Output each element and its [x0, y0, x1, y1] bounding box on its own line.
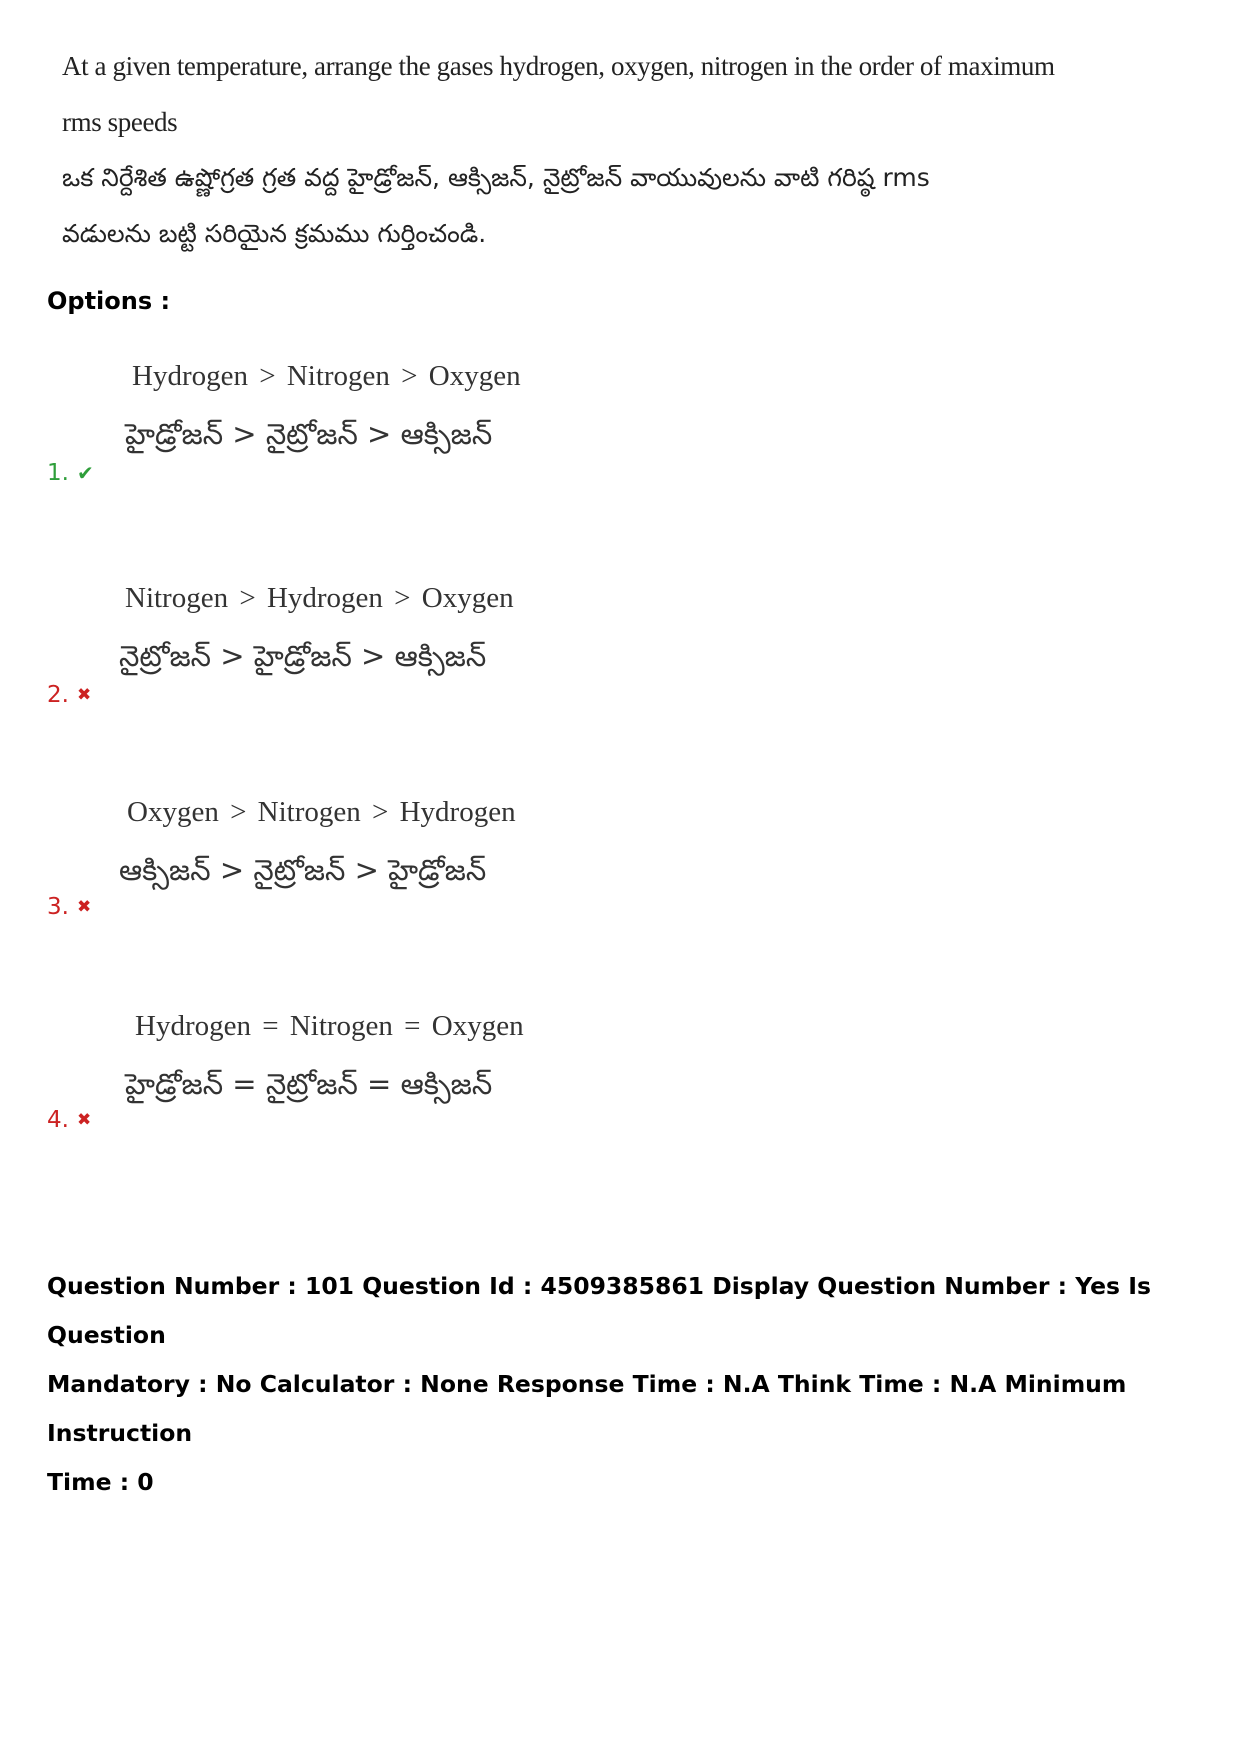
cross-icon: ✖ — [76, 897, 92, 917]
option-2 — [47, 572, 747, 708]
option-1-number-label: 1. — [47, 460, 69, 486]
option-2-number — [47, 682, 91, 708]
option-1-number — [47, 460, 94, 486]
question-english-line-1: At a given temperature, arrange the gases hydrogen, oxygen, nitrogen in the order of maximum — [62, 51, 1055, 81]
option-2-number-label: 2. — [47, 682, 69, 708]
option-4 — [47, 1000, 747, 1133]
option-3-number-label: 3. — [47, 894, 69, 920]
option-3-telugu: ఆక్సిజన్ > నైట్రోజన్ > హైడ్రోజన్ — [119, 853, 487, 887]
option-3-english: Oxygen > Nitrogen > Hydrogen — [127, 796, 516, 828]
metadata-line-2: Mandatory : No Calculator : None Response Time : N.A Think Time : N.A Minimum Instruction — [47, 1370, 1127, 1447]
option-4-telugu: హైడ్రోజన్ = నైట్రోజన్ = ఆక్సిజన్ — [125, 1067, 493, 1101]
cross-icon: ✖ — [76, 685, 92, 705]
option-4-english: Hydrogen = Nitrogen = Oxygen — [135, 1010, 524, 1042]
options-label: Options : — [47, 287, 171, 315]
cross-icon: ✖ — [76, 1110, 92, 1130]
question-metadata — [47, 1262, 1207, 1507]
check-icon: ✔ — [76, 461, 94, 485]
option-4-number-label: 4. — [47, 1107, 69, 1133]
option-3-number — [47, 894, 91, 920]
option-1-telugu: హైడ్రోజన్ > నైట్రోజన్ > ఆక్సిజన్ — [125, 417, 493, 451]
metadata-line-3: Time : 0 — [47, 1468, 154, 1496]
option-1-english: Hydrogen > Nitrogen > Oxygen — [132, 360, 521, 392]
metadata-line-1: Question Number : 101 Question Id : 4509385861 Display Question Number : Yes Is Question — [47, 1272, 1151, 1349]
option-1 — [47, 350, 747, 486]
option-2-telugu: నైట్రోజన్ > హైడ్రోజన్ > ఆక్సిజన్ — [119, 639, 487, 673]
question-telugu-line-1: ఒక నిర్దేశిత ఉష్ణోగ్రత గ్రత వద్ద హైడ్రోజన్, ఆక్సిజన్, నైట్రోజన్ వాయువులను వాటి గరిష్ఠ rms — [62, 163, 930, 192]
question-text — [62, 38, 1055, 262]
option-2-english: Nitrogen > Hydrogen > Oxygen — [125, 582, 514, 614]
question-english-line-2: rms speeds — [62, 107, 178, 137]
option-4-number — [47, 1107, 91, 1133]
question-telugu-line-2: వడులను బట్టి సరియైన క్రమము గుర్తించండి. — [62, 219, 487, 248]
option-3 — [47, 786, 747, 920]
